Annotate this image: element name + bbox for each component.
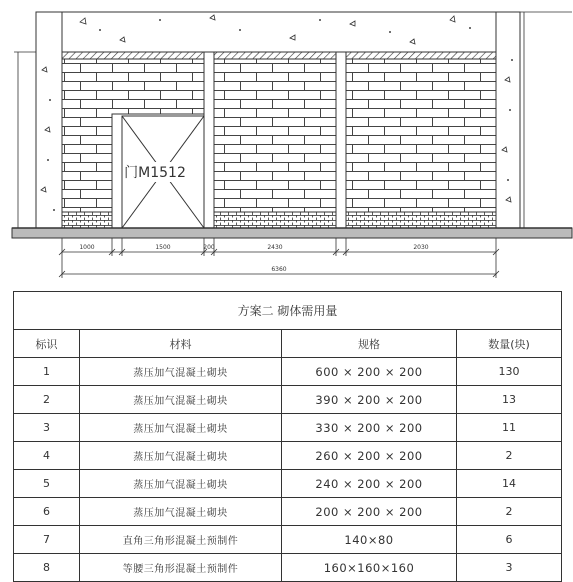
door-opening: [112, 114, 204, 228]
dimension-label: 6360: [271, 266, 287, 273]
cell-quantity: 130: [457, 358, 562, 386]
cell-material: 蒸压加气混凝土砌块: [80, 386, 282, 414]
header-id: 标识: [14, 330, 80, 358]
cell-material: 直角三角形混凝土预制件: [80, 526, 282, 554]
cell-id: 3: [14, 414, 80, 442]
cell-spec: 240 × 200 × 200: [282, 470, 457, 498]
cell-id: 2: [14, 386, 80, 414]
cell-id: 4: [14, 442, 80, 470]
dimension-label: 2030: [413, 244, 429, 251]
cell-spec: 390 × 200 × 200: [282, 386, 457, 414]
table-row: [14, 526, 562, 554]
cell-spec: 140×80: [282, 526, 457, 554]
table-row: [14, 554, 562, 582]
cell-material: 等腰三角形混凝土预制件: [80, 554, 282, 582]
header-material: 材料: [80, 330, 282, 358]
base-course: [214, 212, 336, 228]
table-title: 方案二 砌体需用量: [14, 292, 562, 330]
dimension-label: 1500: [155, 244, 171, 251]
base-course: [62, 212, 112, 228]
right-column: [496, 12, 520, 228]
table-row: [14, 470, 562, 498]
cell-material: 蒸压加气混凝土砌块: [80, 358, 282, 386]
table-header-row: [14, 330, 562, 358]
base-course: [346, 212, 496, 228]
cell-id: 5: [14, 470, 80, 498]
left-column: [36, 12, 62, 228]
lintel-strip: [214, 52, 336, 59]
constructional-column: [204, 52, 214, 228]
cell-quantity: 11: [457, 414, 562, 442]
cell-material: 蒸压加气混凝土砌块: [80, 498, 282, 526]
dimension-label: 2430: [267, 244, 283, 251]
cell-id: 8: [14, 554, 80, 582]
cell-id: 7: [14, 526, 80, 554]
cell-spec: 330 × 200 × 200: [282, 414, 457, 442]
cell-spec: 260 × 200 × 200: [282, 442, 457, 470]
cell-quantity: 2: [457, 442, 562, 470]
header-quantity: 数量(块): [457, 330, 562, 358]
top-beam: [36, 12, 520, 52]
cell-spec: 600 × 200 × 200: [282, 358, 457, 386]
cell-id: 6: [14, 498, 80, 526]
cell-material: 蒸压加气混凝土砌块: [80, 470, 282, 498]
cell-material: 蒸压加气混凝土砌块: [80, 442, 282, 470]
cell-quantity: 14: [457, 470, 562, 498]
door-label: 门M1512: [124, 165, 186, 181]
lintel-strip: [346, 52, 496, 59]
dimension-label: 200: [203, 244, 215, 251]
lintel-strip: [62, 52, 204, 59]
cell-quantity: 6: [457, 526, 562, 554]
cell-quantity: 3: [457, 554, 562, 582]
table-row: [14, 442, 562, 470]
cell-spec: 160×160×160: [282, 554, 457, 582]
dimension-label: 1000: [79, 244, 95, 251]
ground-slab: [12, 228, 572, 238]
right-wall-edge: [520, 12, 572, 228]
height-dimension: [14, 52, 36, 228]
cell-quantity: 2: [457, 498, 562, 526]
table-row: [14, 498, 562, 526]
table-row: [14, 358, 562, 386]
cell-quantity: 13: [457, 386, 562, 414]
header-spec: 规格: [282, 330, 457, 358]
table-row: [14, 386, 562, 414]
wall-elevation-drawing: [0, 0, 573, 285]
material-table: [13, 291, 562, 582]
cell-material: 蒸压加气混凝土砌块: [80, 414, 282, 442]
cell-spec: 200 × 200 × 200: [282, 498, 457, 526]
table-row: [14, 414, 562, 442]
constructional-column: [336, 52, 346, 228]
brick-infill-right: [346, 59, 496, 212]
cell-id: 1: [14, 358, 80, 386]
material-table-container: [13, 291, 561, 582]
brick-infill-middle: [214, 59, 336, 212]
